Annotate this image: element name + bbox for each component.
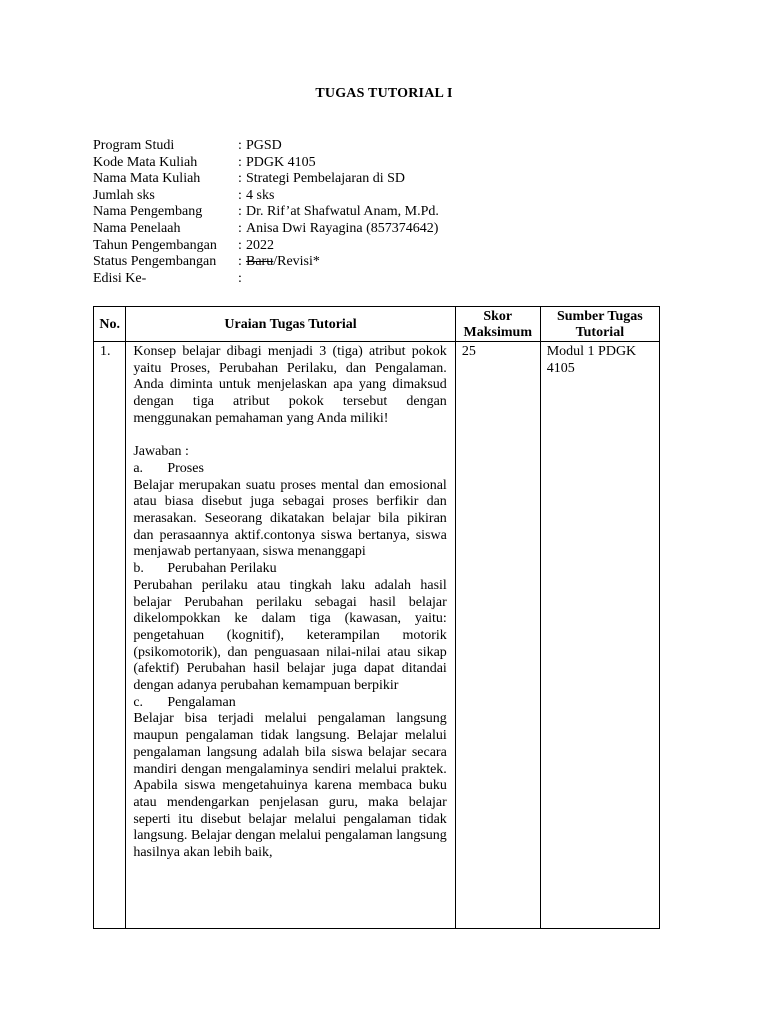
info-label: Status Pengembangan [93, 254, 217, 270]
header-no: No. [94, 307, 126, 342]
info-row-nama-mata-kuliah [93, 171, 439, 188]
section-heading-perubahan-perilaku [133, 561, 446, 578]
section-letter: c. [133, 694, 144, 710]
info-colon: : [238, 171, 242, 187]
table-header-row [94, 307, 660, 342]
answer-label: Jawaban : [133, 444, 189, 460]
section-text: Perubahan perilaku atau tingkah laku adalah hasil belajar Perubahan perilaku sebagai hasil belajar dikelompokkan ke dalam tiga (kawasan, yaitu: pengetahuan (kognitif), keterampilan motorik (psikomotorik), dan penguasaan nilai-nilai atau sikap (afektif) Perubahan hasil belajar juga dapat ditandai dengan adanya perubahan kemampuan berpikir [133, 577, 447, 694]
info-value: PDGK 4105 [246, 154, 316, 170]
info-value-struck: Baru [246, 254, 274, 270]
tutorial-task-table [93, 306, 660, 929]
section-letter: b. [133, 561, 144, 577]
max-score: 25 [455, 342, 540, 929]
spacer [133, 428, 446, 445]
info-label: Jumlah sks [93, 187, 155, 203]
info-row-program-studi [93, 138, 439, 155]
info-colon: : [238, 254, 242, 270]
task-question: Konsep belajar dibagi menjadi 3 (tiga) atribut pokok yaitu Proses, Perubahan Perilaku, dan Pengalaman. Anda diminta untuk menjelaskan apa yang dimaksud dengan tiga atribut pokok tersebut dengan menggunakan pemahaman yang Anda miliki! [133, 344, 447, 426]
info-colon: : [238, 204, 242, 220]
header-max-score: Skor Maksimum [455, 307, 540, 342]
info-label: Edisi Ke- [93, 270, 147, 286]
info-colon: : [238, 154, 242, 170]
info-label: Nama Penelaah [93, 220, 181, 236]
header-description: Uraian Tugas Tutorial [126, 307, 455, 342]
info-row-status-pengembangan [93, 254, 439, 271]
section-heading-proses [133, 461, 446, 478]
header-task-source: Sumber Tugas Tutorial [540, 307, 659, 342]
table-row [94, 342, 660, 929]
info-value: /Revisi* [273, 254, 320, 270]
info-colon: : [238, 187, 242, 203]
info-label: Nama Mata Kuliah [93, 171, 201, 187]
info-value: PGSD [246, 138, 282, 153]
info-colon: : [238, 220, 242, 236]
info-row-nama-penelaah [93, 221, 439, 238]
info-colon: : [238, 270, 242, 286]
section-heading-pengalaman [133, 695, 446, 712]
info-row-kode-mata-kuliah [93, 155, 439, 172]
info-colon: : [238, 237, 242, 253]
row-number: 1. [94, 342, 126, 929]
section-title: Proses [167, 460, 204, 476]
section-title: Perubahan Perilaku [167, 561, 277, 577]
info-row-jumlah-sks [93, 188, 439, 205]
info-value: 2022 [246, 237, 274, 253]
info-value: 4 sks [246, 187, 275, 203]
info-row-edisi [93, 271, 439, 288]
section-text: Belajar bisa terjadi melalui pengalaman langsung maupun pengalaman tidak langsung. Belajar melalui pengalaman langsung adalah bila siswa belajar secara mandiri dengan mengalaminya sendiri melalui praktek. Apabila siswa mengetahuinya karena membaca buku atau mendengarkan penjelasan guru, maka belajar seperti itu disebut belajar melalui pengalaman tidak langsung. Belajar dengan melalui pengalaman langsung hasilnya akan lebih baik, [133, 711, 447, 861]
info-row-nama-pengembang [93, 204, 439, 221]
course-info [93, 138, 439, 287]
info-label: Nama Pengembang [93, 204, 203, 220]
info-row-tahun-pengembangan [93, 238, 439, 255]
info-label: Kode Mata Kuliah [93, 154, 198, 170]
section-text: Belajar merupakan suatu proses mental dan emosional atau biasa disebut juga sebagai proses berfikir dan merasakan. Seseorang dikatakan belajar bila pikiran dan perasaannya aktif.contonya siswa bertanya, siswa menjawab pertanyaan, siswa menanggapi [133, 477, 447, 560]
section-letter: a. [133, 460, 144, 476]
info-label: Program Studi [93, 138, 175, 153]
document-title: TUGAS TUTORIAL I [315, 86, 453, 101]
task-description [126, 342, 455, 929]
info-value: Strategi Pembelajaran di SD [246, 171, 406, 187]
task-source: Modul 1 PDGK 4105 [540, 342, 659, 929]
section-title: Pengalaman [167, 694, 236, 710]
info-value: Anisa Dwi Rayagina (857374642) [246, 220, 439, 236]
info-value: Dr. Rif’at Shafwatul Anam, M.Pd. [246, 204, 439, 220]
info-colon: : [238, 138, 242, 153]
info-label: Tahun Pengembangan [93, 237, 217, 253]
